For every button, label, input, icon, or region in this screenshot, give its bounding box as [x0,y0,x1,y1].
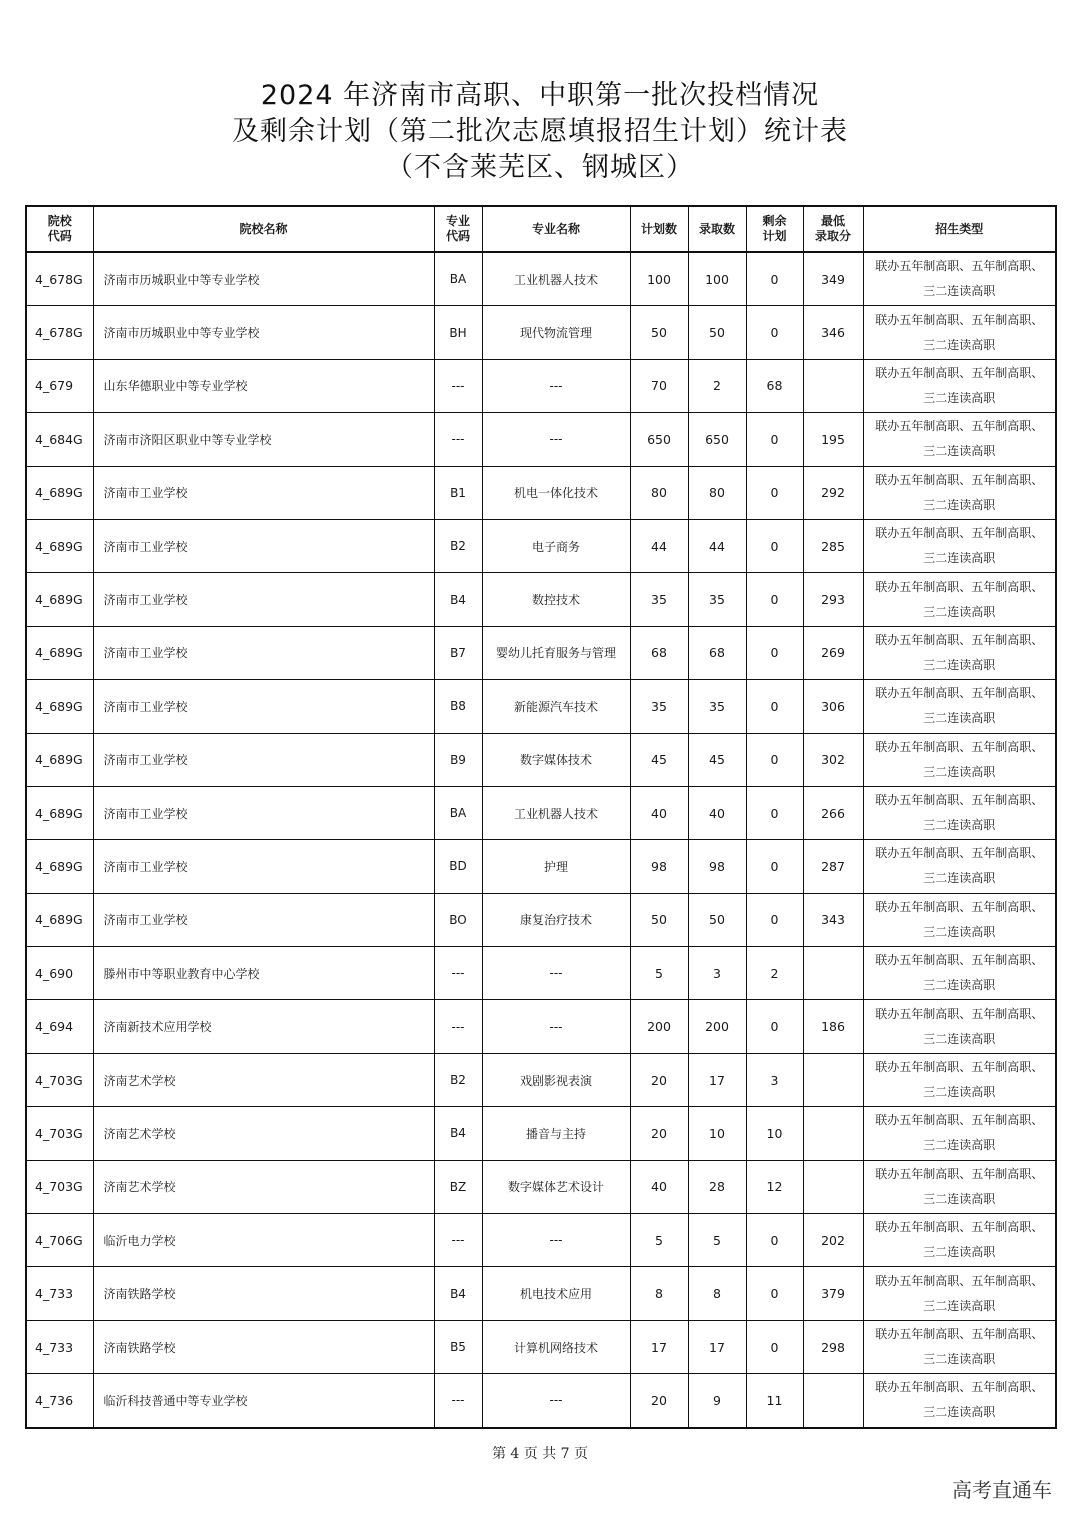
title-line-2: 及剩余计划（第二批次志愿填报招生计划）统计表 [232,116,848,147]
cell-type: 联办五年制高职、五年制高职、 三二连读高职 [863,306,1056,359]
cell-school: 济南艺术学校 [93,1107,434,1160]
header-plan: 计划数 [630,206,688,252]
cell-school: 济南新技术应用学校 [93,1000,434,1053]
cell-type: 联办五年制高职、五年制高职、 三二连读高职 [863,1374,1056,1428]
table-row [26,947,1056,1000]
cell-plan: 44 [630,519,688,572]
cell-type: 联办五年制高职、五年制高职、 三二连读高职 [863,680,1056,733]
cell-plan: 5 [630,1214,688,1267]
cell-code: 4_694 [26,1000,93,1053]
cell-remaining: 0 [746,680,803,733]
cell-admitted: 17 [688,1053,746,1106]
cell-major: 工业机器人技术 [482,786,630,839]
cell-admitted: 80 [688,466,746,519]
table-row [26,1214,1056,1267]
cell-major: 婴幼儿托育服务与管理 [482,626,630,679]
cell-school: 济南市工业学校 [93,840,434,893]
cell-school: 济南艺术学校 [93,1053,434,1106]
cell-school: 山东华德职业中等专业学校 [93,359,434,412]
cell-admitted: 5 [688,1214,746,1267]
cell-remaining: 0 [746,573,803,626]
cell-major: 数控技术 [482,573,630,626]
cell-major-code: --- [434,1000,482,1053]
cell-type: 联办五年制高职、五年制高职、 三二连读高职 [863,466,1056,519]
cell-min-score: 298 [803,1320,863,1373]
cell-min-score: 302 [803,733,863,786]
table-row [26,1320,1056,1373]
cell-major-code: B8 [434,680,482,733]
cell-plan: 45 [630,733,688,786]
cell-min-score: 292 [803,466,863,519]
cell-major: 戏剧影视表演 [482,1053,630,1106]
cell-major: 计算机网络技术 [482,1320,630,1373]
cell-plan: 70 [630,359,688,412]
cell-plan: 40 [630,786,688,839]
cell-code: 4_689G [26,680,93,733]
cell-school: 济南铁路学校 [93,1267,434,1320]
table-row [26,413,1056,466]
cell-code: 4_706G [26,1214,93,1267]
cell-school: 济南市济阳区职业中等专业学校 [93,413,434,466]
cell-remaining: 0 [746,1000,803,1053]
cell-min-score: 202 [803,1214,863,1267]
cell-plan: 80 [630,466,688,519]
cell-admitted: 3 [688,947,746,1000]
table-row [26,1000,1056,1053]
cell-plan: 100 [630,252,688,306]
cell-major: --- [482,1214,630,1267]
cell-remaining: 0 [746,786,803,839]
cell-major-code: B2 [434,519,482,572]
cell-min-score [803,359,863,412]
cell-major: 播音与主持 [482,1107,630,1160]
header-major: 专业名称 [482,206,630,252]
cell-major: 电子商务 [482,519,630,572]
cell-code: 4_703G [26,1160,93,1213]
cell-major-code: BD [434,840,482,893]
cell-admitted: 28 [688,1160,746,1213]
cell-remaining: 0 [746,626,803,679]
admission-table-container [25,205,1055,1429]
cell-major: 机电技术应用 [482,1267,630,1320]
cell-admitted: 100 [688,252,746,306]
cell-school: 济南市工业学校 [93,519,434,572]
header-code: 院校 代码 [26,206,93,252]
cell-major-code: B2 [434,1053,482,1106]
cell-major: 康复治疗技术 [482,893,630,946]
cell-min-score [803,1053,863,1106]
cell-min-score: 195 [803,413,863,466]
header-remaining: 剩余 计划 [746,206,803,252]
cell-min-score [803,947,863,1000]
cell-plan: 200 [630,1000,688,1053]
cell-plan: 20 [630,1053,688,1106]
cell-remaining: 0 [746,733,803,786]
cell-code: 4_678G [26,252,93,306]
cell-code: 4_703G [26,1107,93,1160]
cell-admitted: 17 [688,1320,746,1373]
cell-min-score: 287 [803,840,863,893]
cell-code: 4_684G [26,413,93,466]
cell-admitted: 9 [688,1374,746,1428]
cell-type: 联办五年制高职、五年制高职、 三二连读高职 [863,413,1056,466]
cell-admitted: 35 [688,680,746,733]
cell-code: 4_703G [26,1053,93,1106]
cell-remaining: 3 [746,1053,803,1106]
table-row [26,252,1056,306]
table-body [26,252,1056,1428]
table-row [26,733,1056,786]
cell-major-code: BA [434,252,482,306]
cell-major: 数字媒体艺术设计 [482,1160,630,1213]
header-min-score: 最低 录取分 [803,206,863,252]
cell-major: 新能源汽车技术 [482,680,630,733]
cell-type: 联办五年制高职、五年制高职、 三二连读高职 [863,359,1056,412]
cell-remaining: 0 [746,1320,803,1373]
cell-remaining: 0 [746,1214,803,1267]
table-row [26,306,1056,359]
cell-code: 4_689G [26,573,93,626]
cell-school: 济南市工业学校 [93,786,434,839]
cell-min-score: 349 [803,252,863,306]
cell-major-code: B1 [434,466,482,519]
cell-code: 4_689G [26,893,93,946]
cell-min-score [803,1107,863,1160]
cell-major: 数字媒体技术 [482,733,630,786]
cell-plan: 68 [630,626,688,679]
cell-type: 联办五年制高职、五年制高职、 三二连读高职 [863,519,1056,572]
table-row [26,680,1056,733]
cell-type: 联办五年制高职、五年制高职、 三二连读高职 [863,840,1056,893]
cell-admitted: 98 [688,840,746,893]
table-header-row [26,206,1056,252]
cell-type: 联办五年制高职、五年制高职、 三二连读高职 [863,626,1056,679]
cell-plan: 650 [630,413,688,466]
cell-major: 机电一体化技术 [482,466,630,519]
cell-school: 济南市工业学校 [93,573,434,626]
cell-plan: 50 [630,306,688,359]
cell-major-code: B7 [434,626,482,679]
cell-min-score: 346 [803,306,863,359]
cell-code: 4_736 [26,1374,93,1428]
cell-school: 济南市历城职业中等专业学校 [93,306,434,359]
document-title [0,78,1080,186]
cell-admitted: 8 [688,1267,746,1320]
cell-remaining: 0 [746,840,803,893]
cell-major-code: B4 [434,1107,482,1160]
cell-major-code: --- [434,359,482,412]
cell-remaining: 12 [746,1160,803,1213]
cell-code: 4_689G [26,519,93,572]
cell-min-score: 269 [803,626,863,679]
cell-admitted: 68 [688,626,746,679]
cell-admitted: 10 [688,1107,746,1160]
cell-school: 济南市工业学校 [93,626,434,679]
cell-admitted: 650 [688,413,746,466]
title-line-1: 2024 年济南市高职、中职第一批次投档情况 [260,80,820,111]
cell-type: 联办五年制高职、五年制高职、 三二连读高职 [863,1267,1056,1320]
cell-remaining: 11 [746,1374,803,1428]
cell-plan: 17 [630,1320,688,1373]
cell-remaining: 2 [746,947,803,1000]
cell-remaining: 0 [746,466,803,519]
cell-remaining: 0 [746,1267,803,1320]
table-row [26,573,1056,626]
cell-plan: 5 [630,947,688,1000]
cell-major-code: B4 [434,1267,482,1320]
cell-remaining: 0 [746,893,803,946]
cell-plan: 20 [630,1374,688,1428]
cell-major-code: BA [434,786,482,839]
cell-school: 济南市工业学校 [93,733,434,786]
cell-major-code: BO [434,893,482,946]
cell-min-score [803,1374,863,1428]
cell-major: --- [482,1374,630,1428]
cell-type: 联办五年制高职、五年制高职、 三二连读高职 [863,1000,1056,1053]
title-line-3: （不含莱芜区、钢城区） [386,152,694,183]
table-row [26,786,1056,839]
cell-admitted: 50 [688,893,746,946]
cell-type: 联办五年制高职、五年制高职、 三二连读高职 [863,1107,1056,1160]
cell-type: 联办五年制高职、五年制高职、 三二连读高职 [863,733,1056,786]
cell-remaining: 10 [746,1107,803,1160]
header-school: 院校名称 [93,206,434,252]
cell-major: --- [482,359,630,412]
cell-remaining: 0 [746,413,803,466]
cell-code: 4_689G [26,733,93,786]
cell-school: 济南市工业学校 [93,680,434,733]
table-row [26,359,1056,412]
cell-min-score: 379 [803,1267,863,1320]
cell-school: 滕州市中等职业教育中心学校 [93,947,434,1000]
cell-school: 济南铁路学校 [93,1320,434,1373]
cell-min-score: 343 [803,893,863,946]
cell-major: 工业机器人技术 [482,252,630,306]
cell-major-code: B4 [434,573,482,626]
table-row [26,893,1056,946]
cell-plan: 50 [630,893,688,946]
cell-min-score: 293 [803,573,863,626]
cell-min-score [803,1160,863,1213]
header-major-code: 专业 代码 [434,206,482,252]
cell-type: 联办五年制高职、五年制高职、 三二连读高职 [863,1160,1056,1213]
table-row [26,1053,1056,1106]
cell-major-code: B5 [434,1320,482,1373]
cell-school: 临沂科技普通中等专业学校 [93,1374,434,1428]
cell-code: 4_689G [26,626,93,679]
cell-major-code: --- [434,413,482,466]
cell-remaining: 0 [746,252,803,306]
cell-plan: 40 [630,1160,688,1213]
cell-school: 济南艺术学校 [93,1160,434,1213]
cell-admitted: 40 [688,786,746,839]
cell-type: 联办五年制高职、五年制高职、 三二连读高职 [863,1214,1056,1267]
cell-admitted: 200 [688,1000,746,1053]
cell-remaining: 0 [746,519,803,572]
cell-type: 联办五年制高职、五年制高职、 三二连读高职 [863,786,1056,839]
cell-plan: 35 [630,680,688,733]
table-row [26,840,1056,893]
cell-code: 4_679 [26,359,93,412]
cell-major-code: --- [434,947,482,1000]
table-row [26,1374,1056,1428]
cell-min-score: 285 [803,519,863,572]
cell-admitted: 44 [688,519,746,572]
cell-major: --- [482,1000,630,1053]
cell-code: 4_689G [26,786,93,839]
cell-major-code: --- [434,1374,482,1428]
cell-code: 4_690 [26,947,93,1000]
cell-school: 济南市工业学校 [93,466,434,519]
table-row [26,519,1056,572]
cell-type: 联办五年制高职、五年制高职、 三二连读高职 [863,893,1056,946]
header-type: 招生类型 [863,206,1056,252]
cell-type: 联办五年制高职、五年制高职、 三二连读高职 [863,1320,1056,1373]
cell-type: 联办五年制高职、五年制高职、 三二连读高职 [863,573,1056,626]
cell-major-code: B9 [434,733,482,786]
cell-admitted: 2 [688,359,746,412]
cell-admitted: 45 [688,733,746,786]
cell-major: --- [482,947,630,1000]
cell-admitted: 35 [688,573,746,626]
cell-major-code: BH [434,306,482,359]
cell-code: 4_733 [26,1267,93,1320]
cell-remaining: 68 [746,359,803,412]
cell-code: 4_689G [26,466,93,519]
cell-plan: 35 [630,573,688,626]
cell-code: 4_678G [26,306,93,359]
cell-remaining: 0 [746,306,803,359]
cell-type: 联办五年制高职、五年制高职、 三二连读高职 [863,1053,1056,1106]
cell-min-score: 266 [803,786,863,839]
cell-major: 现代物流管理 [482,306,630,359]
cell-major-code: BZ [434,1160,482,1213]
cell-min-score: 186 [803,1000,863,1053]
cell-type: 联办五年制高职、五年制高职、 三二连读高职 [863,252,1056,306]
cell-plan: 98 [630,840,688,893]
cell-plan: 20 [630,1107,688,1160]
cell-admitted: 50 [688,306,746,359]
cell-code: 4_733 [26,1320,93,1373]
cell-major: 护理 [482,840,630,893]
cell-type: 联办五年制高职、五年制高职、 三二连读高职 [863,947,1056,1000]
cell-school: 临沂电力学校 [93,1214,434,1267]
table-row [26,626,1056,679]
admission-table [25,205,1057,1429]
cell-min-score: 306 [803,680,863,733]
watermark: 高考直通车 [952,1478,1052,1502]
header-admitted: 录取数 [688,206,746,252]
page-number: 第 4 页 共 7 页 [491,1446,589,1462]
table-row [26,466,1056,519]
cell-school: 济南市工业学校 [93,893,434,946]
cell-plan: 8 [630,1267,688,1320]
table-row [26,1160,1056,1213]
cell-major-code: --- [434,1214,482,1267]
cell-code: 4_689G [26,840,93,893]
cell-school: 济南市历城职业中等专业学校 [93,252,434,306]
table-row [26,1267,1056,1320]
cell-major: --- [482,413,630,466]
table-row [26,1107,1056,1160]
